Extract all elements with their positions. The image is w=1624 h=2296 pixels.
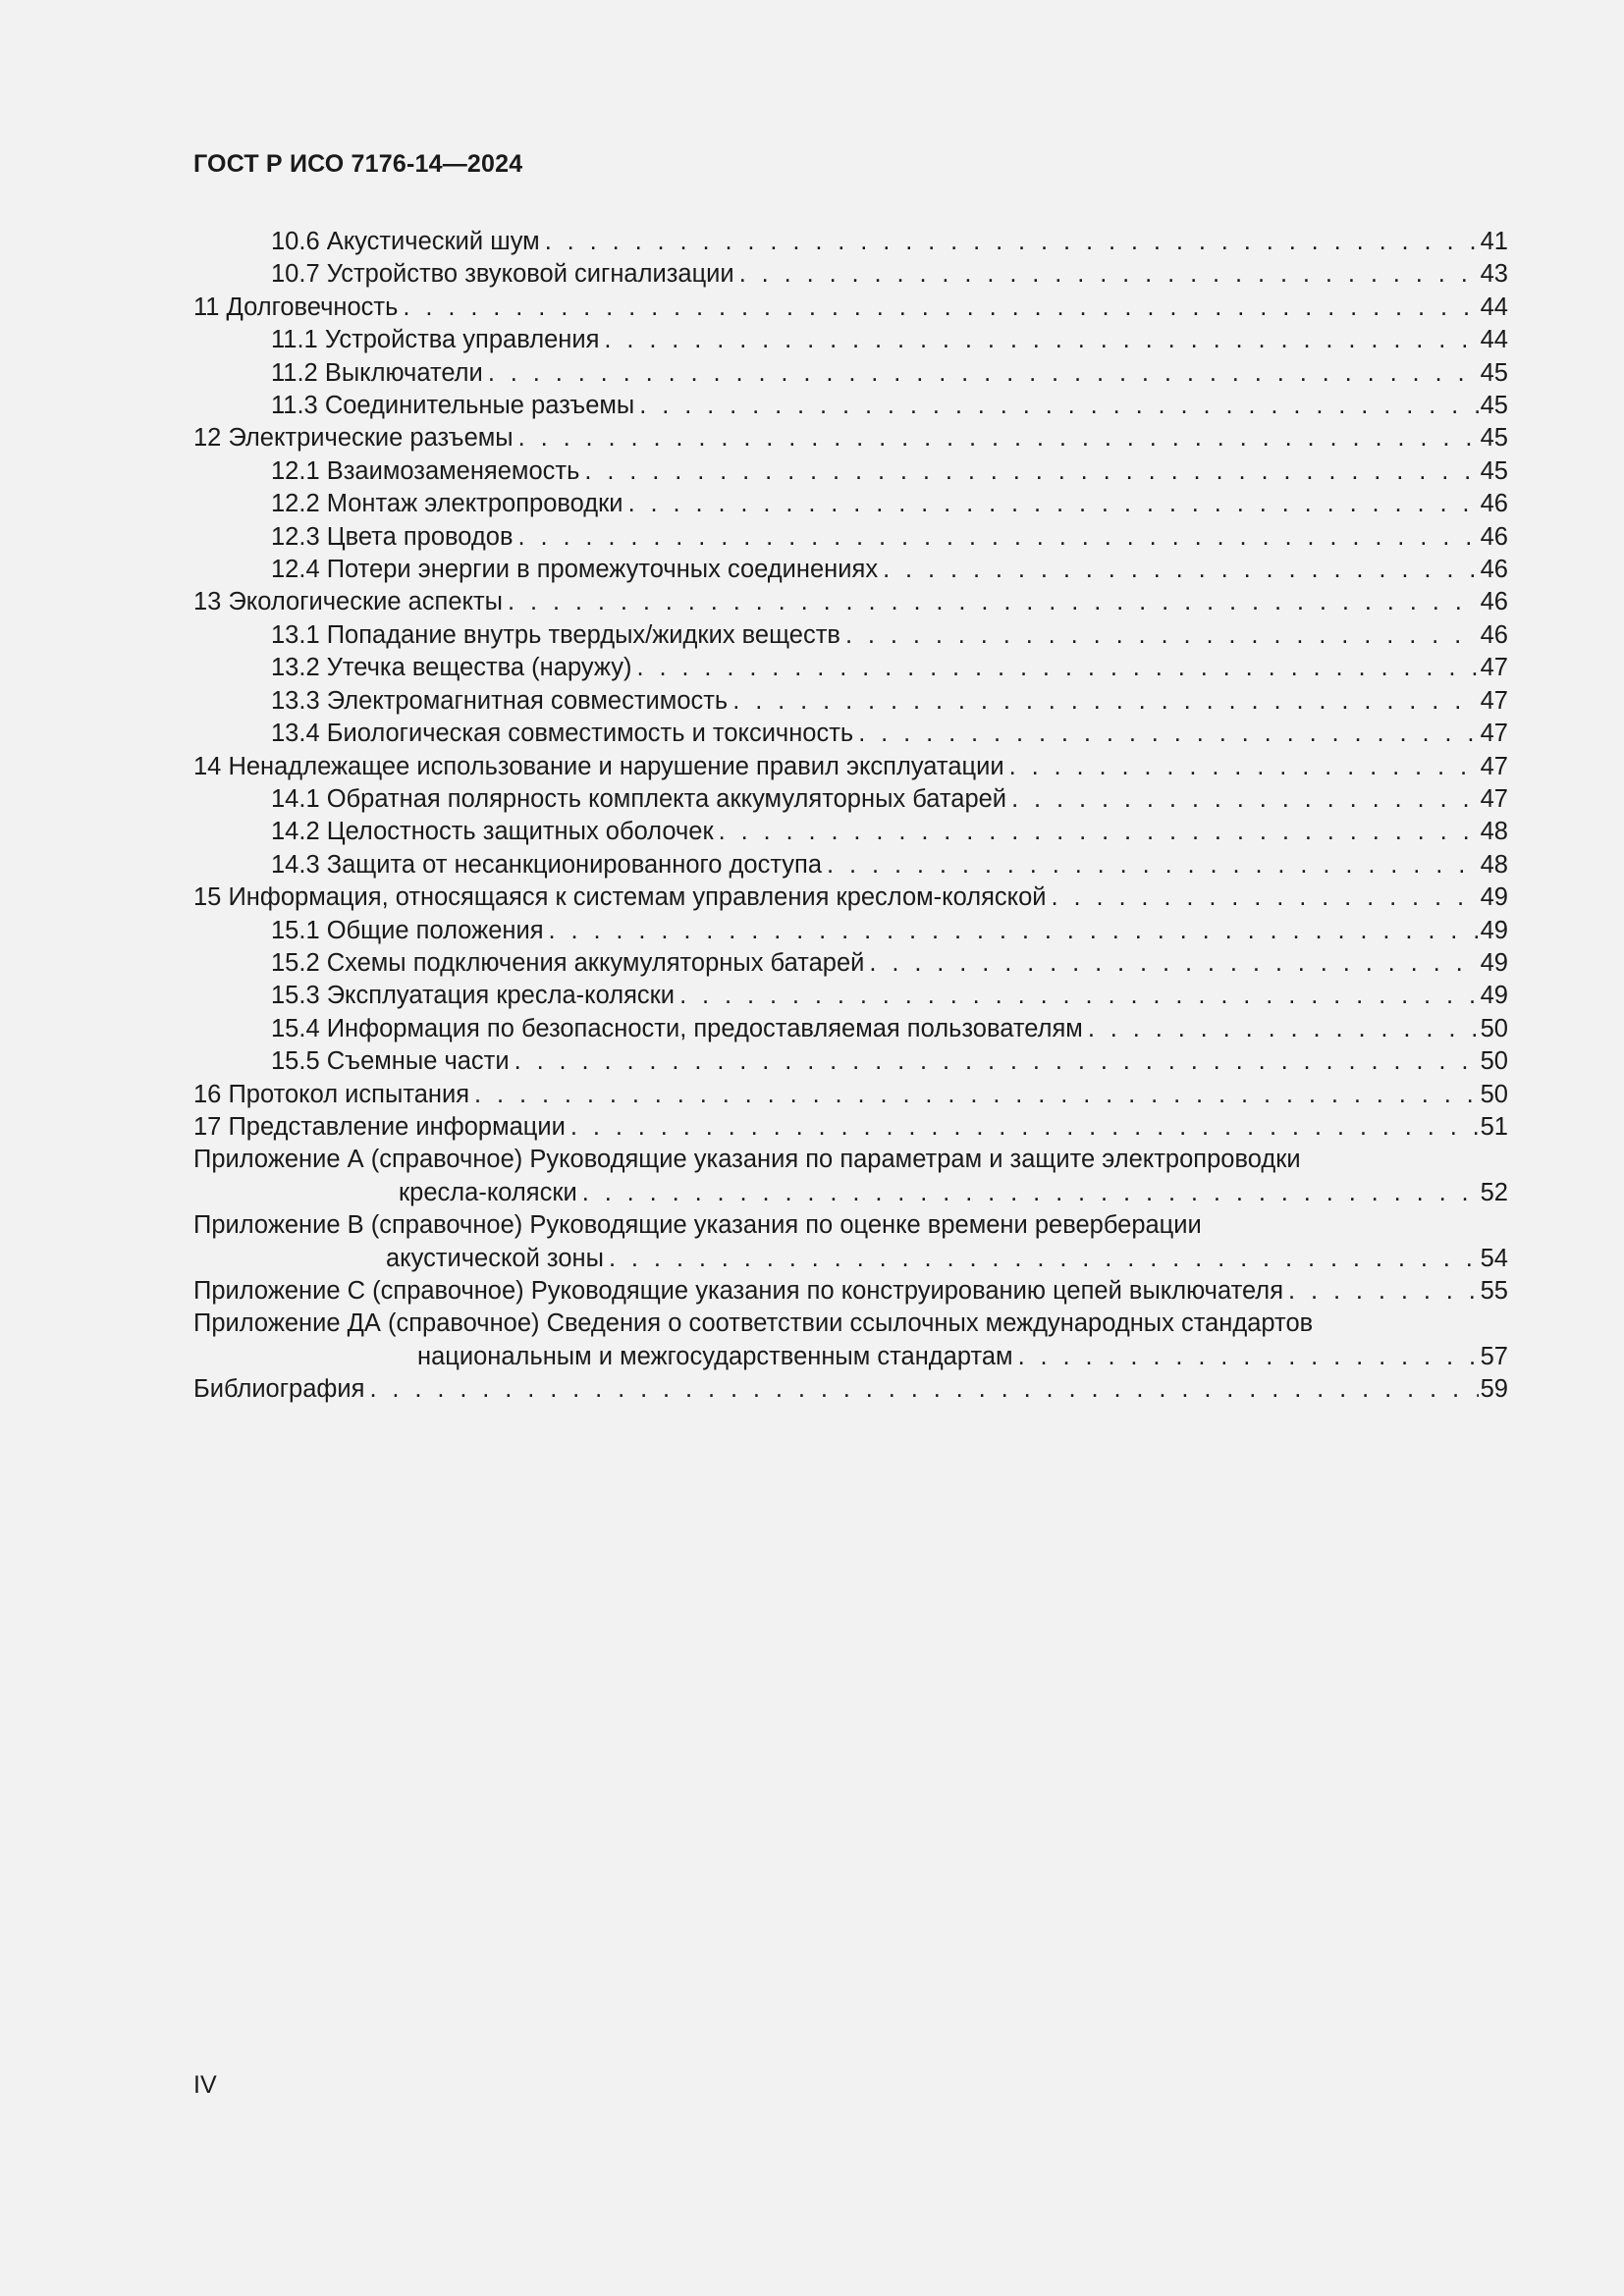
toc-entry-page: 46	[1480, 620, 1508, 649]
toc-entry[interactable]	[193, 226, 1508, 258]
toc-entry-page: 47	[1480, 752, 1508, 780]
toc-entry-page: 50	[1480, 1014, 1508, 1042]
toc-entry-page: 49	[1480, 982, 1508, 1010]
toc-entry-title: Приложение С (справочное) Руководящие указания по конструированию цепей выключателя	[193, 1277, 1283, 1305]
toc-entry-page: 47	[1480, 720, 1508, 748]
toc-entry-title: 12 Электрические разъемы	[193, 424, 514, 453]
toc-leader-dots	[1088, 1013, 1479, 1045]
toc-entry-page: 52	[1480, 1178, 1508, 1206]
toc-appendix-c[interactable]	[193, 1275, 1508, 1308]
toc-entry-page: 45	[1480, 392, 1508, 420]
toc-leader-dots	[474, 1079, 1479, 1111]
toc-entry-page: 54	[1480, 1244, 1508, 1272]
toc-leader-dots	[827, 849, 1479, 881]
toc-entry-title: Приложение А (справочное) Руководящие указания по параметрам и защите электропроводки	[193, 1146, 1301, 1174]
toc-leader-dots	[1288, 1275, 1479, 1308]
toc-entry[interactable]	[193, 652, 1508, 684]
toc-entry-page: 41	[1480, 228, 1508, 255]
toc-entry[interactable]	[193, 357, 1508, 390]
toc-entry-page: 43	[1480, 260, 1508, 289]
toc-bibliography[interactable]	[193, 1373, 1508, 1406]
toc-leader-dots	[869, 947, 1478, 980]
toc-entry-title: 16 Протокол испытания	[193, 1080, 470, 1108]
toc-entry-title: 12.2 Монтаж электропроводки	[271, 490, 623, 518]
toc-entry[interactable]	[193, 881, 1508, 914]
toc-leader-dots	[604, 324, 1478, 356]
toc-entry-title: 13.4 Биологическая совместимость и токсичность	[271, 720, 854, 748]
toc-entry[interactable]	[193, 685, 1508, 718]
toc-entry[interactable]	[193, 751, 1508, 783]
toc-entry-page: 59	[1480, 1375, 1508, 1404]
toc-leader-dots	[609, 1243, 1479, 1275]
toc-entry-page: 51	[1480, 1112, 1508, 1141]
toc-entry-title: 12.3 Цвета проводов	[271, 522, 514, 551]
toc-leader-dots	[582, 1177, 1479, 1209]
toc-entry-title: 15.2 Схемы подключения аккумуляторных батарей	[271, 948, 865, 977]
toc-entry[interactable]	[193, 521, 1508, 554]
toc-entry-page: 49	[1480, 883, 1508, 912]
toc-leader-dots	[679, 980, 1479, 1012]
toc-leader-dots	[549, 915, 1479, 947]
toc-entry-page: 46	[1480, 588, 1508, 616]
toc-entry-page: 50	[1480, 1080, 1508, 1108]
toc-entry[interactable]	[193, 849, 1508, 881]
toc-entry[interactable]	[193, 324, 1508, 356]
toc-entry[interactable]	[193, 488, 1508, 520]
toc-entry-page: 49	[1480, 916, 1508, 944]
toc-entry-page: 49	[1480, 948, 1508, 977]
toc-entry-page: 46	[1480, 522, 1508, 551]
toc-entry-page: 44	[1480, 293, 1508, 321]
toc-leader-dots	[732, 685, 1478, 718]
toc-leader-dots	[518, 422, 1479, 454]
toc-entry-title: 13.3 Электромагнитная совместимость	[271, 686, 729, 715]
toc-entry-page: 45	[1480, 456, 1508, 485]
toc-entry[interactable]	[193, 1079, 1508, 1111]
toc-leader-dots	[636, 652, 1478, 684]
toc-entry-title: 13.2 Утечка вещества (наружу)	[271, 654, 632, 682]
page-number: IV	[193, 2071, 217, 2099]
toc-entry-title: 13.1 Попадание внутрь твердых/жидких веществ	[271, 620, 840, 649]
toc-entry-title: 11 Долговечность	[193, 293, 399, 321]
toc-entry[interactable]	[193, 258, 1508, 291]
toc-entry-title: 11.3 Соединительные разъемы	[271, 392, 635, 420]
toc-entry[interactable]	[193, 554, 1508, 586]
toc-entry-page: 45	[1480, 358, 1508, 387]
toc-entry-page: 48	[1480, 818, 1508, 846]
toc-entry-title: Приложение ДА (справочное) Сведения о соответствии ссылочных международных стандартов	[193, 1309, 1314, 1338]
toc-entry-title-cont: национальным и межгосударственным стандартам	[417, 1342, 1013, 1370]
toc-entry-title: 10.7 Устройство звуковой сигнализации	[271, 260, 734, 289]
toc-entry-title: Библиография	[193, 1375, 365, 1404]
toc-entry-title: 14.2 Целостность защитных оболочек	[271, 818, 714, 846]
toc-entry-title: 15.1 Общие положения	[271, 916, 544, 944]
toc-entry-page: 50	[1480, 1047, 1508, 1076]
toc-entry-page: 47	[1480, 784, 1508, 813]
toc-leader-dots	[628, 488, 1479, 520]
toc-entry-title: 15 Информация, относящаяся к системам управления креслом-коляской	[193, 883, 1047, 912]
document-header: ГОСТ Р ИСО 7176-14—2024	[193, 150, 523, 178]
toc-entry[interactable]	[193, 718, 1508, 750]
toc-entry-page: 48	[1480, 850, 1508, 879]
toc-entry-title: 14 Ненадлежащее использование и нарушение правил эксплуатации	[193, 752, 1004, 780]
toc-leader-dots	[1009, 751, 1479, 783]
toc-entry-title: 15.5 Съемные части	[271, 1047, 510, 1076]
toc-entry-title: 15.4 Информация по безопасности, предоставляемая пользователям	[271, 1014, 1083, 1042]
toc-entry-title: 12.4 Потери энергии в промежуточных соединениях	[271, 556, 879, 584]
toc-entry[interactable]	[193, 915, 1508, 947]
toc-leader-dots	[858, 718, 1478, 750]
toc-leader-dots	[518, 521, 1479, 554]
toc-entry-title: 14.1 Обратная полярность комплекта аккумуляторных батарей	[271, 784, 1007, 813]
toc-entry[interactable]	[193, 1111, 1508, 1144]
toc-appendix-a[interactable]	[193, 1144, 1508, 1209]
toc-leader-dots	[508, 586, 1479, 618]
toc-leader-dots	[1011, 783, 1479, 816]
table-of-contents	[193, 226, 1508, 1407]
toc-leader-dots	[545, 226, 1479, 258]
toc-appendix-b[interactable]	[193, 1209, 1508, 1275]
toc-leader-dots	[883, 554, 1479, 586]
toc-entry-page: 47	[1480, 686, 1508, 715]
toc-entry-page: 46	[1480, 556, 1508, 584]
toc-leader-dots	[639, 390, 1478, 422]
toc-leader-dots	[584, 455, 1478, 488]
toc-entry[interactable]	[193, 947, 1508, 980]
toc-leader-dots	[514, 1045, 1479, 1078]
toc-entry-page: 46	[1480, 490, 1508, 518]
toc-entry-title: Приложение В (справочное) Руководящие указания по оценке времени реверберации	[193, 1211, 1202, 1240]
toc-leader-dots	[403, 292, 1478, 324]
toc-leader-dots	[719, 816, 1479, 848]
toc-leader-dots	[845, 619, 1479, 652]
toc-entry-page: 57	[1480, 1342, 1508, 1370]
toc-entry[interactable]	[193, 980, 1508, 1012]
toc-entry-page: 44	[1480, 326, 1508, 354]
toc-entry-title-cont: кресла-коляски	[399, 1178, 577, 1206]
toc-entry[interactable]	[193, 619, 1508, 652]
toc-entry-title: 11.2 Выключатели	[271, 358, 483, 387]
toc-entry[interactable]	[193, 292, 1508, 324]
toc-entry[interactable]	[193, 816, 1508, 848]
toc-entry-title: 12.1 Взаимозаменяемость	[271, 456, 580, 485]
toc-entry-title: 17 Представление информации	[193, 1112, 566, 1141]
toc-leader-dots	[369, 1373, 1478, 1406]
toc-leader-dots	[570, 1111, 1479, 1144]
toc-entry-page: 55	[1480, 1277, 1508, 1305]
toc-entry[interactable]	[193, 586, 1508, 618]
toc-entry-title: 10.6 Акустический шум	[271, 228, 540, 255]
toc-entry-title: 11.1 Устройства управления	[271, 326, 600, 354]
toc-leader-dots	[488, 357, 1479, 390]
toc-leader-dots	[1018, 1341, 1479, 1373]
toc-entry-title: 14.3 Защита от несанкционированного доступа	[271, 850, 823, 879]
toc-entry-page: 45	[1480, 424, 1508, 453]
toc-leader-dots	[1052, 881, 1479, 914]
toc-entry[interactable]	[193, 1045, 1508, 1078]
toc-leader-dots	[739, 258, 1479, 291]
toc-entry-title: 13 Экологические аспекты	[193, 588, 503, 616]
toc-entry-page: 47	[1480, 654, 1508, 682]
toc-entry[interactable]	[193, 783, 1508, 816]
toc-entry[interactable]	[193, 455, 1508, 488]
toc-appendix-da[interactable]	[193, 1308, 1508, 1373]
toc-entry[interactable]	[193, 1013, 1508, 1045]
toc-entry[interactable]	[193, 422, 1508, 454]
toc-entry-title: 15.3 Эксплуатация кресла-коляски	[271, 982, 676, 1010]
toc-entry-title-cont: акустической зоны	[386, 1244, 604, 1272]
toc-entry[interactable]	[193, 390, 1508, 422]
